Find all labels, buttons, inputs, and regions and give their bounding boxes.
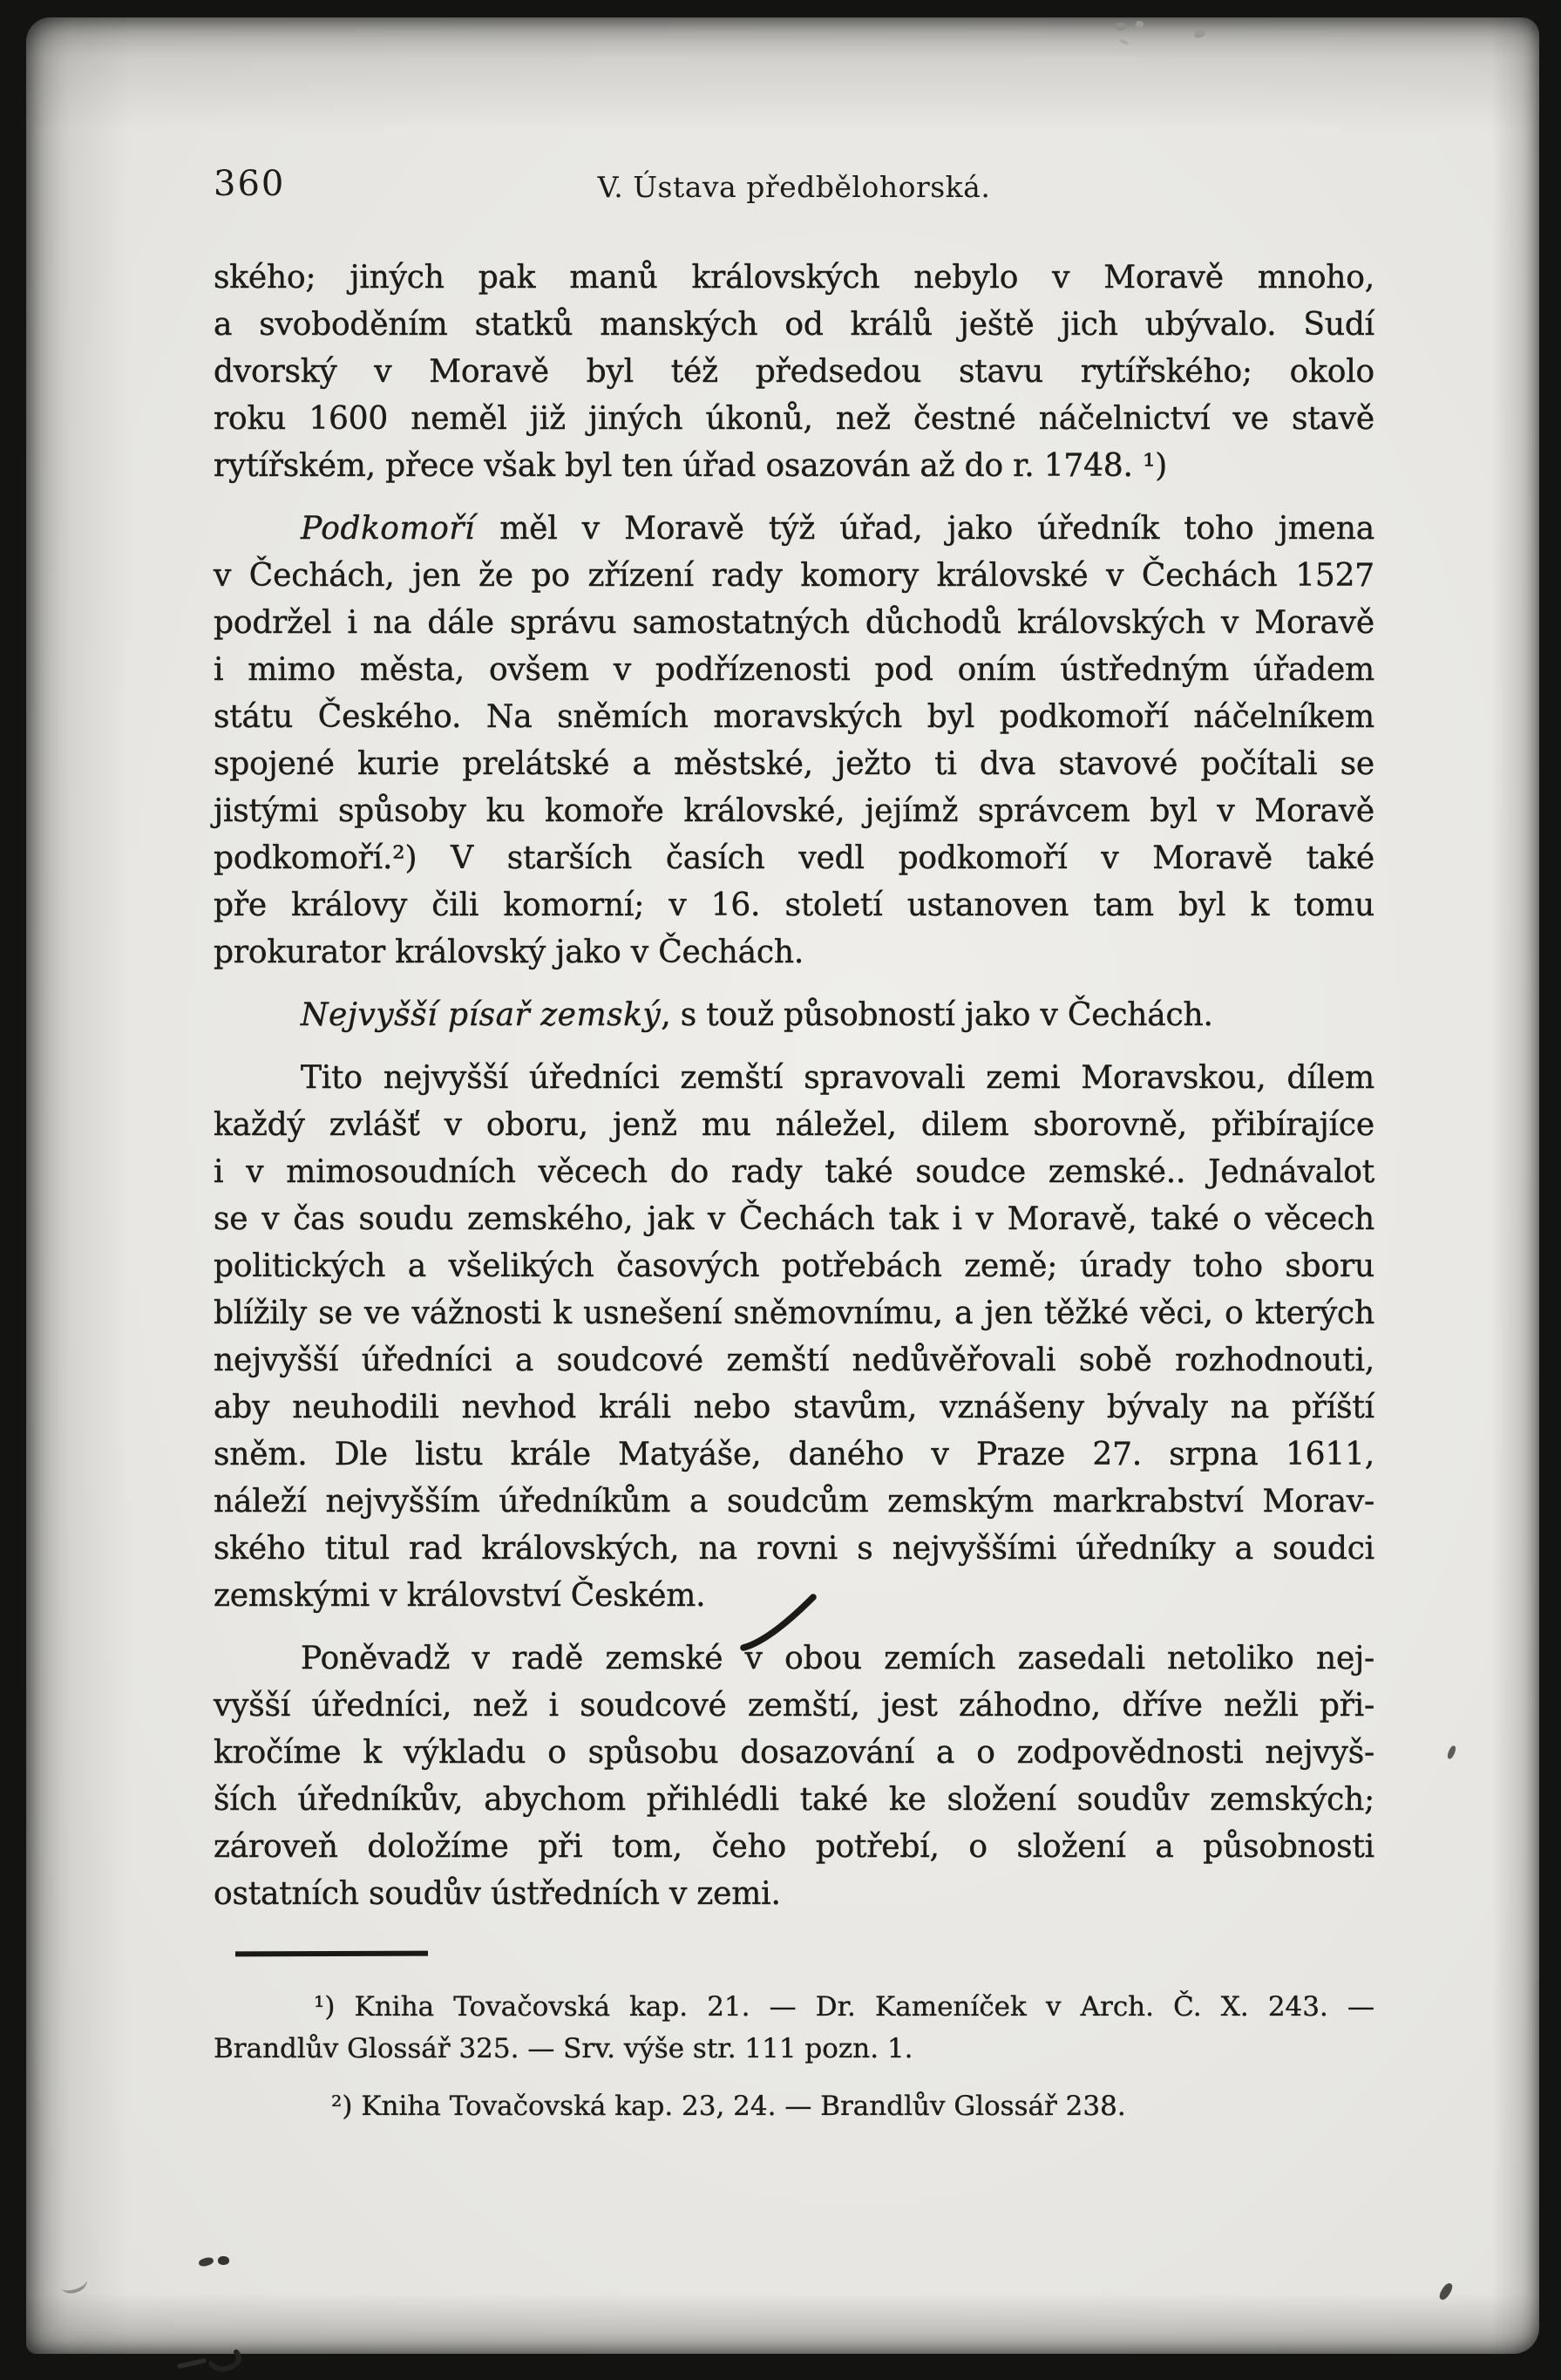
body-line: podkomoří.²) V starších časích vedl podkomoří v Moravě také [214, 840, 1374, 876]
body-line: nejvyšší úředníci a soudcové zemští nedůvěřovali sobě rozhodnouti, [214, 1343, 1374, 1378]
ink-speck [198, 2256, 214, 2268]
body-line: zároveň doložíme při tom, čeho potřebí, o složení a působnosti [214, 1829, 1374, 1865]
body-line: podržel i na dále správu samostatných důchodů královských v Moravě [214, 605, 1374, 641]
body-line: vyšší úředníci, než i soudcové zemští, jest záhodno, dříve nežli při- [214, 1688, 1374, 1724]
footnote-divider [235, 1951, 428, 1957]
body-line: i mimo města, ovšem v podřízenosti pod oním ústředným úřadem [214, 652, 1374, 688]
body-line: státu Českého. Na sněmích moravských byl podkomoří náčelníkem [214, 699, 1374, 735]
body-line: ského titul rad královských, na rovni s nejvyššími úředníky a soudci [214, 1531, 1374, 1567]
body-line: Nejvyšší písař zemský, s touž působností jako v Čechách. [301, 997, 1213, 1033]
body-line-group [214, 992, 1374, 1039]
body-line-group [214, 506, 1374, 976]
body-line: ostatních soudův ústředních v zemi. [214, 1876, 781, 1912]
running-header-title: V. Ústava předbělohorská. [597, 170, 991, 204]
body-line: ského; jiných pak manů královských nebylo v Moravě mnoho, [214, 260, 1374, 296]
pencil-speck [1116, 23, 1126, 31]
body-line: kročíme k výkladu o spůsobu dosazování a o zodpovědnosti nejvyš- [214, 1735, 1374, 1771]
body-line: roku 1600 neměl již jiných úkonů, než čestné náčelnictví ve stavě [214, 401, 1374, 437]
pen-stroke-mark [736, 1592, 820, 1655]
footnotes [214, 1986, 1374, 2127]
body-line: politických a všelikých časových potřebách země; úrady toho sboru [214, 1248, 1374, 1284]
body-line: zemskými v království Českém. [214, 1578, 706, 1614]
footnote-line-group [214, 1986, 1374, 2070]
italic-term: Nejvyšší písař zemský [301, 997, 662, 1033]
footnote-line: ¹) Kniha Tovačovská kap. 21. — Dr. Kameníček v Arch. Č. X. 243. — [314, 1991, 1374, 2023]
body-line: spojené kurie prelátské a městské, ježto ti dva stavové počítali se [214, 746, 1374, 782]
ink-curl-mark [176, 2336, 259, 2373]
italic-term: Podkomoří [301, 511, 476, 547]
body-line-group [214, 255, 1374, 490]
page-number: 360 [214, 164, 286, 204]
body-line: sněm. Dle listu krále Matyáše, daného v Praze 27. srpna 1611, [214, 1437, 1374, 1472]
pencil-speck [1136, 21, 1144, 28]
body-line: Podkomoří měl v Moravě týž úřad, jako úředník toho jmena [301, 511, 1374, 547]
body-line-group [214, 1635, 1374, 1918]
body-line: pře královy čili komorní; v 16. století ustanoven tam byl k tomu [214, 887, 1374, 923]
body-line-group [214, 1055, 1374, 1620]
body-line: rytířském, přece však byl ten úřad osazován až do r. 1748. ¹) [214, 448, 1168, 484]
body-line: každý zvlášť v oboru, jenž mu náležel, dilem sborovně, přibírajíce [214, 1107, 1374, 1143]
body-line: náleží nejvyšším úředníkům a soudcům zemským markrabství Morav- [214, 1484, 1374, 1520]
ink-speck [1437, 2281, 1455, 2302]
body-line: i v mimosoudních věcech do rady také soudce zemské.. Jednávalot [214, 1154, 1374, 1190]
ink-speck [218, 2256, 229, 2265]
body-text [214, 255, 1374, 1918]
body-line: ších úředníkův, abychom přihlédli také ke složení soudův zemských; [214, 1782, 1374, 1818]
footnote-line: Brandlův Glossář 325. — Srv. výše str. 111 pozn. 1. [214, 2033, 913, 2064]
body-line: aby neuhodili nevhod králi nebo stavům, vznášeny bývaly na příští [214, 1390, 1374, 1425]
pencil-speck [1119, 38, 1130, 45]
body-line: blížily se ve vážnosti k usnešení sněmovnímu, a jen těžké věci, o kterých [214, 1295, 1374, 1331]
body-line: Tito nejvyšší úředníci zemští spravovali zemi Moravskou, dílem [301, 1060, 1374, 1096]
body-line: v Čechách, jen že po zřízení rady komory královské v Čechách 1527 [214, 558, 1374, 594]
body-line: a svoboděním statků manských od králů ještě jich ubývalo. Sudí [214, 307, 1374, 343]
footnote-line: ²) Kniha Tovačovská kap. 23, 24. — Brandlův Glossář 238. [331, 2091, 1126, 2122]
body-line: dvorský v Moravě byl též předsedou stavu rytířského; okolo [214, 354, 1374, 390]
body-line: se v čas soudu zemského, jak v Čechách tak i v Moravě, také o věcech [214, 1201, 1374, 1237]
body-line: prokurator královský jako v Čechách. [214, 935, 804, 970]
ink-speck [1446, 1744, 1456, 1759]
body-line: jistými spůsoby ku komoře královské, jejímž správcem byl v Moravě [214, 793, 1374, 829]
pencil-speck [59, 2272, 90, 2296]
scanned-page [26, 17, 1539, 2354]
body-line: Poněvadž v radě zemské v obou zemích zasedali netoliko nej- [301, 1641, 1374, 1676]
pencil-speck [1193, 28, 1206, 39]
footnote-line-group [214, 2085, 1374, 2127]
